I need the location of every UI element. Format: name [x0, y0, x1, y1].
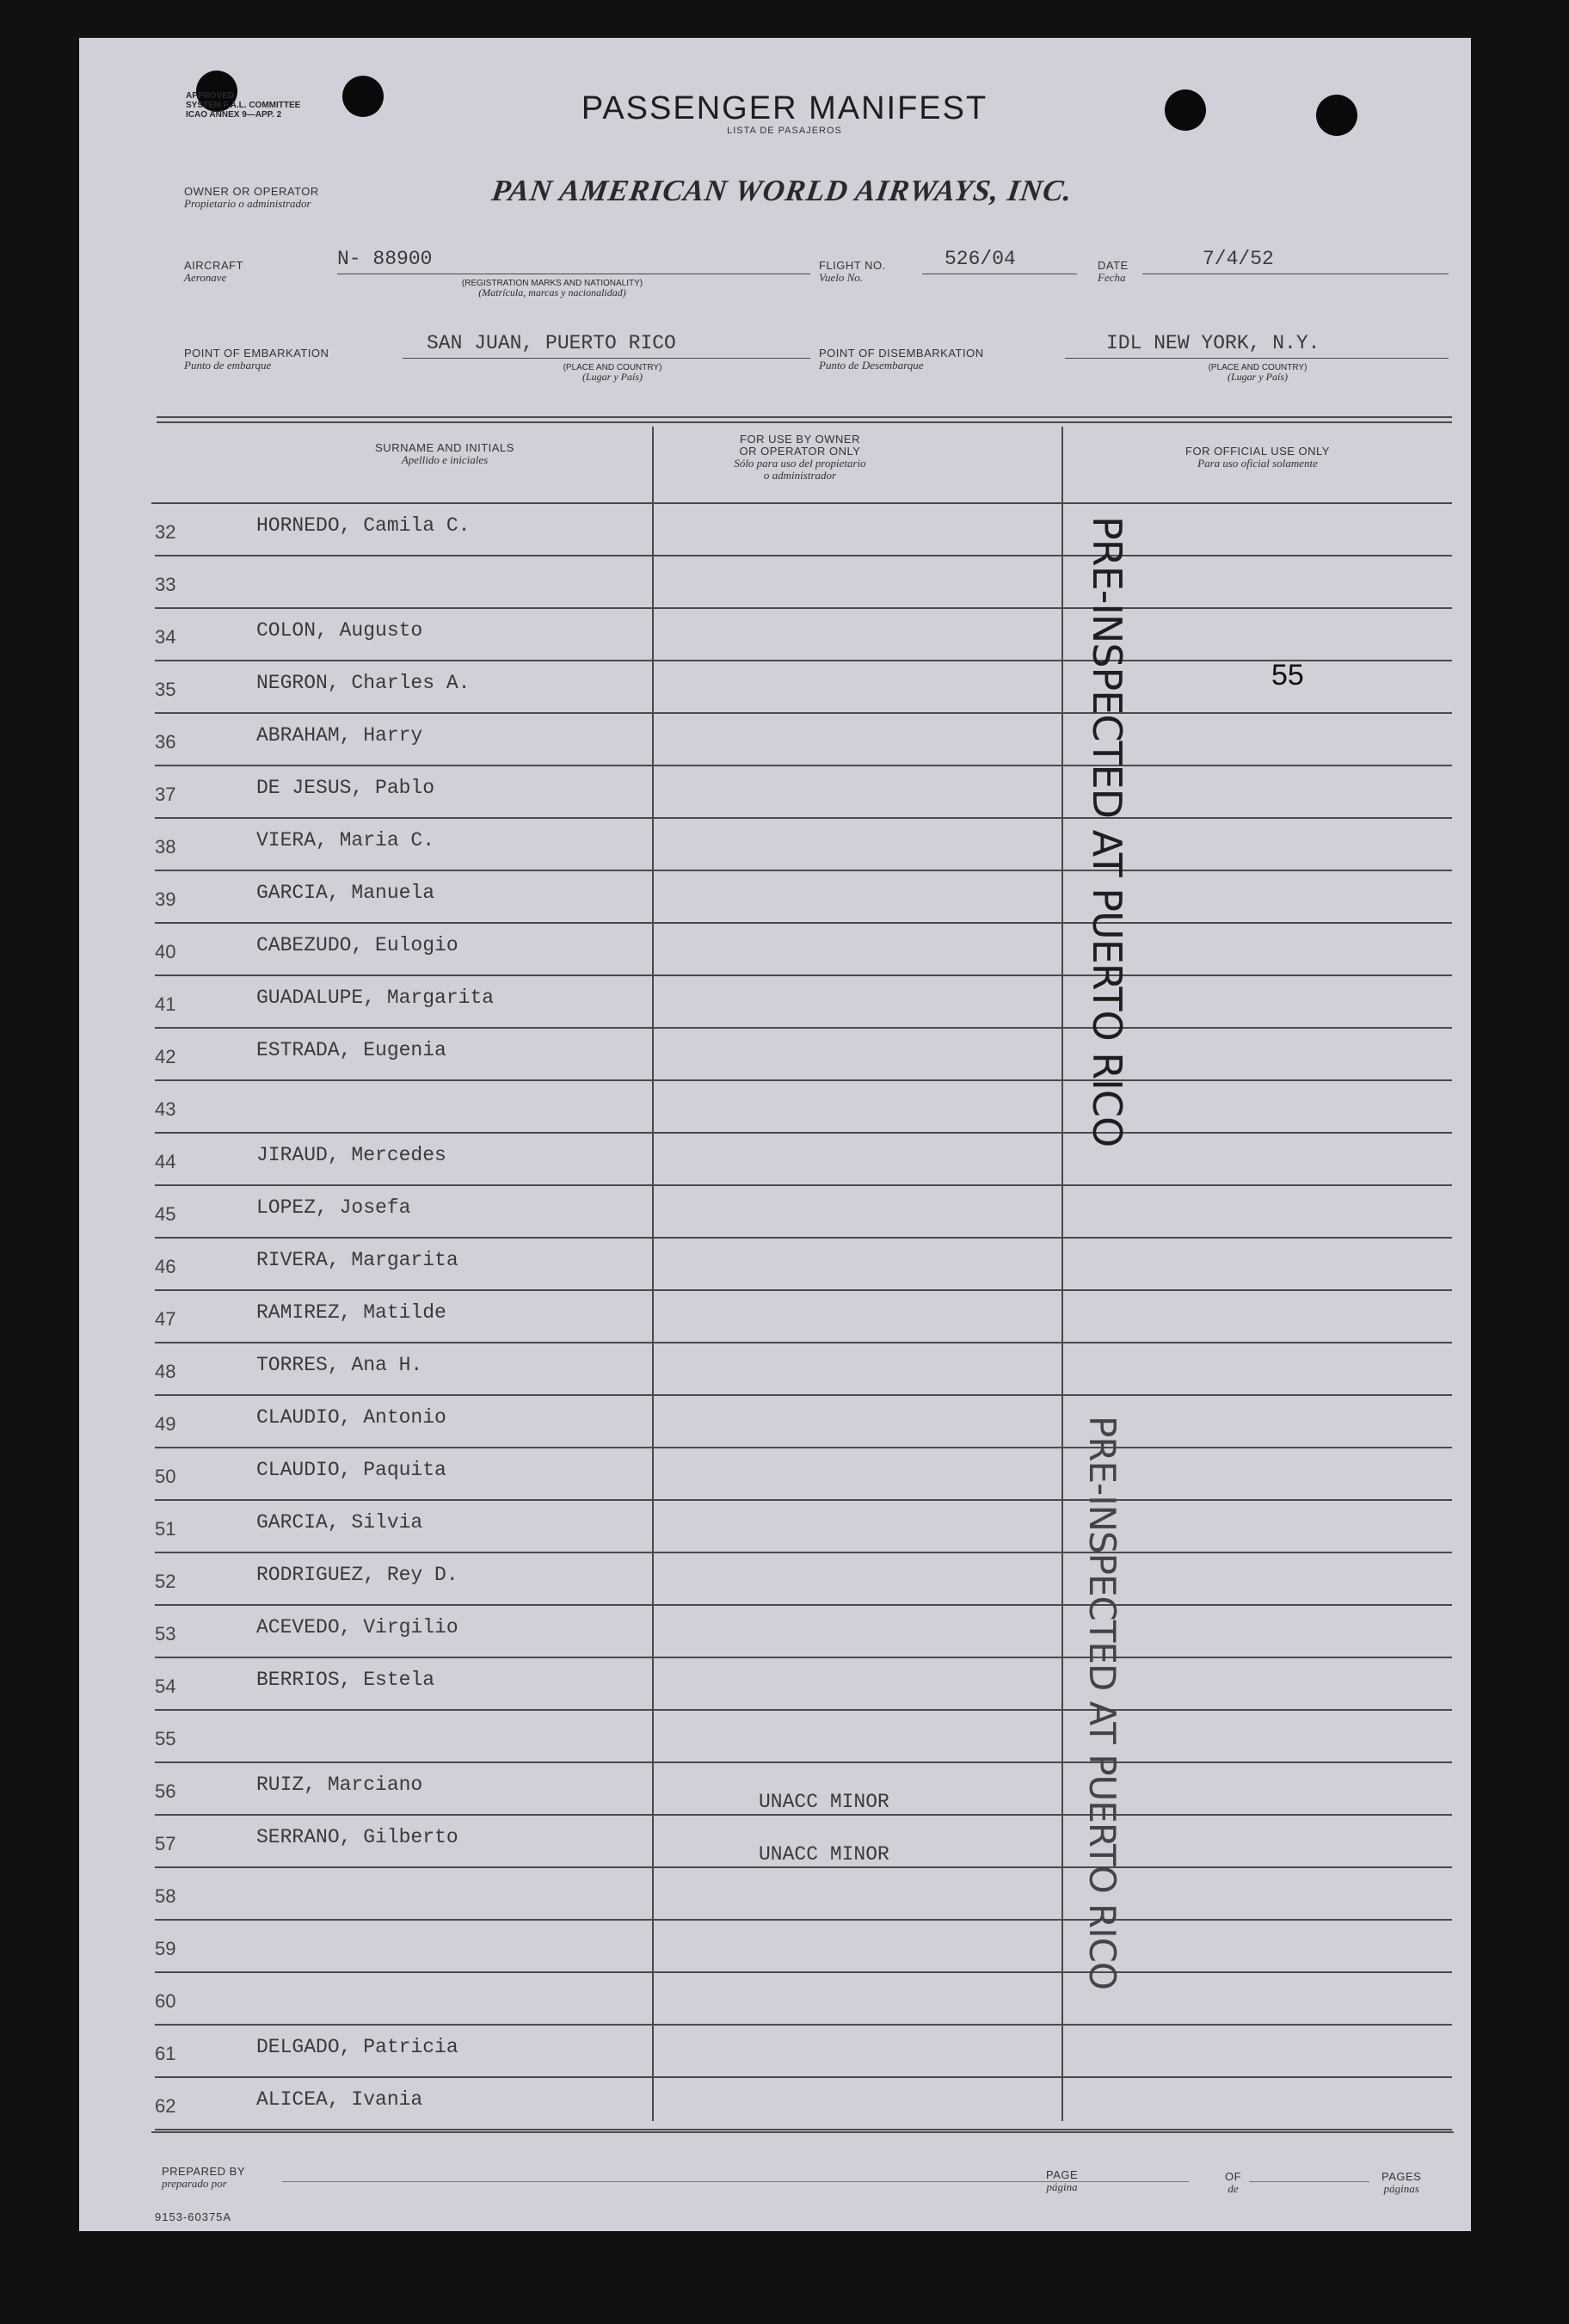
- embark-label-es: [184, 360, 329, 372]
- disembark-label-en: POINT OF DISEMBARKATION: [819, 347, 984, 360]
- row-number: 49: [155, 1413, 176, 1435]
- row-rule: [155, 1132, 1452, 1134]
- embark-value: SAN JUAN, PUERTO RICO: [427, 332, 676, 354]
- row-number: 62: [155, 2095, 176, 2117]
- page-label: [1046, 2169, 1078, 2193]
- passenger-name: GARCIA, Silvia: [256, 1511, 423, 1534]
- row-number: 37: [155, 784, 176, 805]
- owner-note: UNACC MINOR: [759, 1791, 889, 1813]
- of-label-es: [1225, 2183, 1241, 2195]
- row-number: 56: [155, 1780, 176, 1802]
- row-rule: [155, 712, 1452, 714]
- row-rule: [155, 1289, 1452, 1291]
- pages-label-es-text: páginas: [1383, 2182, 1419, 2195]
- disembark-label-es-text: Punto de Desembarque: [819, 359, 924, 372]
- col-header-owner-use-es-line: Sólo para uso del propietario: [734, 457, 866, 470]
- passenger-name: SERRANO, Gilberto: [256, 1826, 458, 1848]
- row-number: 58: [155, 1885, 176, 1907]
- row-rule: [155, 1079, 1452, 1081]
- passenger-name: RODRIGUEZ, Rey D.: [256, 1564, 458, 1586]
- row-rule: [155, 1237, 1452, 1239]
- passenger-name: RIVERA, Margarita: [256, 1249, 458, 1271]
- row-number: 34: [155, 626, 176, 648]
- row-number: 45: [155, 1203, 176, 1225]
- page-label-es: [1046, 2181, 1078, 2193]
- row-number: 51: [155, 1518, 176, 1540]
- passenger-name: CLAUDIO, Paquita: [256, 1459, 446, 1481]
- aircraft-label-en: AIRCRAFT: [184, 259, 243, 272]
- row-rule: [155, 765, 1452, 766]
- row-rule: [155, 2076, 1452, 2078]
- passenger-name: VIERA, Maria C.: [256, 829, 435, 852]
- approval-line: ICAO ANNEX 9—APP. 2: [186, 110, 282, 120]
- row-number: 50: [155, 1466, 176, 1487]
- passenger-name: TORRES, Ana H.: [256, 1354, 423, 1376]
- date-label-es: [1098, 272, 1129, 284]
- passenger-name: CLAUDIO, Antonio: [256, 1406, 446, 1429]
- prepared-by-label: [162, 2166, 245, 2190]
- row-number: 46: [155, 1256, 176, 1277]
- passenger-name: ABRAHAM, Harry: [256, 724, 423, 747]
- row-number: 47: [155, 1308, 176, 1330]
- row-number: 57: [155, 1833, 176, 1854]
- passenger-name: COLON, Augusto: [256, 619, 423, 642]
- col-header-surname: [201, 442, 688, 466]
- punch-hole: [342, 76, 384, 117]
- row-rule: [155, 1657, 1452, 1658]
- table-top-rule: [157, 416, 1452, 418]
- passenger-name: CABEZUDO, Eulogio: [256, 934, 458, 956]
- approval-block: [186, 91, 300, 120]
- row-number: 41: [155, 993, 176, 1015]
- date-label-es-text: Fecha: [1098, 271, 1126, 284]
- embark-label-es-text: Punto de embarque: [184, 359, 272, 372]
- col-header-owner-use-es-line: o administrador: [763, 469, 837, 482]
- passenger-name: HORNEDO, Camila C.: [256, 514, 471, 537]
- row-rule: [155, 870, 1452, 871]
- row-number: 33: [155, 574, 176, 595]
- row-rule: [155, 1866, 1452, 1868]
- date-label: [1098, 260, 1129, 284]
- col-header-owner-use-line: FOR USE BY OWNER: [740, 433, 860, 446]
- prepared-by-es: [162, 2178, 245, 2190]
- pages-line: [1249, 2181, 1369, 2182]
- page-label-en: PAGE: [1046, 2168, 1079, 2181]
- owner-label-en: OWNER OR OPERATOR: [184, 185, 319, 198]
- disembark-value: IDL NEW YORK, N.Y.: [1106, 332, 1320, 354]
- embark-label-en: POINT OF EMBARKATION: [184, 347, 329, 360]
- passenger-name: LOPEZ, Josefa: [256, 1196, 411, 1219]
- passenger-name: GUADALUPE, Margarita: [256, 987, 495, 1009]
- title-block: [578, 91, 991, 136]
- page-title: PASSENGER MANIFEST: [581, 90, 988, 126]
- disembark-label-es: [819, 360, 984, 372]
- col-header-surname-es-text: Apellido e iniciales: [401, 453, 489, 466]
- disembark-label: [819, 347, 984, 372]
- embark-place-note-es: [526, 372, 698, 383]
- footer-rule: [151, 2131, 1454, 2133]
- prepared-by-en: PREPARED BY: [162, 2165, 246, 2178]
- row-number: 60: [155, 1990, 176, 2012]
- flight-value: 526/04: [944, 248, 1016, 270]
- header-bottom-rule: [151, 502, 1452, 504]
- pre-inspected-stamp: PRE-INSPECTED AT PUERTO RICO: [1084, 516, 1130, 1147]
- prepared-by-line: [282, 2181, 1111, 2182]
- row-number: 52: [155, 1571, 176, 1592]
- aircraft-label: [184, 260, 243, 284]
- row-number: 61: [155, 2043, 176, 2064]
- flight-label-es: [819, 272, 886, 284]
- punch-hole: [1165, 89, 1206, 131]
- row-rule: [155, 1552, 1452, 1553]
- date-label-en: DATE: [1098, 259, 1129, 272]
- disembark-place-note-es-text: (Lugar y País): [1228, 371, 1288, 383]
- disembark-place-note: [1172, 363, 1344, 383]
- aircraft-label-es-text: Aeronave: [184, 271, 227, 284]
- pages-label-en: PAGES: [1381, 2170, 1422, 2183]
- flight-label: [819, 260, 886, 284]
- owner-label-es-text: Propietario o administrador: [184, 197, 311, 210]
- col-header-official-es-text: Para uso oficial solamente: [1197, 457, 1318, 470]
- col-header-official-es: [1068, 458, 1447, 470]
- owner-value: PAN AMERICAN WORLD AIRWAYS, INC.: [489, 174, 1075, 207]
- row-rule: [155, 660, 1452, 661]
- passenger-name: NEGRON, Charles A.: [256, 672, 471, 694]
- col-header-owner-use-line: OR OPERATOR ONLY: [739, 445, 861, 458]
- passenger-name: ALICEA, Ivania: [256, 2088, 423, 2111]
- row-rule: [155, 817, 1452, 819]
- col-header-official-en: FOR OFFICIAL USE ONLY: [1185, 445, 1330, 458]
- embark-place-note-en: (PLACE AND COUNTRY): [563, 363, 662, 372]
- col-header-surname-es: [201, 454, 688, 466]
- owner-label-es: [184, 198, 319, 210]
- passenger-name: RUIZ, Marciano: [256, 1774, 423, 1796]
- row-number: 53: [155, 1623, 176, 1645]
- row-rule: [155, 2024, 1452, 2026]
- row-rule: [155, 1919, 1452, 1921]
- row-number: 32: [155, 521, 176, 543]
- owner-label: [184, 186, 319, 210]
- row-rule: [155, 1184, 1452, 1186]
- table-top-rule: [157, 421, 1452, 423]
- row-number: 39: [155, 888, 176, 910]
- page-label-es-text: página: [1046, 2180, 1078, 2193]
- date-value: 7/4/52: [1203, 248, 1274, 270]
- disembark-line: [1065, 358, 1449, 359]
- row-rule: [155, 1394, 1452, 1396]
- row-number: 48: [155, 1361, 176, 1382]
- official-count: 55: [1271, 659, 1304, 692]
- aircraft-note-en: (REGISTRATION MARKS AND NATIONALITY): [461, 279, 643, 288]
- passenger-name: GARCIA, Manuela: [256, 882, 435, 904]
- row-number: 35: [155, 679, 176, 700]
- aircraft-value: N- 88900: [337, 248, 433, 270]
- row-number: 44: [155, 1151, 176, 1172]
- row-rule: [155, 1447, 1452, 1448]
- aircraft-note-es: [397, 288, 707, 298]
- pre-inspected-stamp: PRE-INSPECTED AT PUERTO RICO: [1081, 1416, 1123, 1989]
- disembark-place-note-en: (PLACE AND COUNTRY): [1208, 363, 1308, 372]
- prepared-by-es-text: preparado por: [162, 2177, 227, 2190]
- row-number: 55: [155, 1728, 176, 1749]
- page-subtitle: LISTA DE PASAJEROS: [727, 126, 842, 136]
- row-rule: [155, 1814, 1452, 1816]
- approval-line: APPROVED: [186, 91, 235, 101]
- aircraft-note: [397, 279, 707, 298]
- embark-place-note-es-text: (Lugar y País): [582, 371, 643, 383]
- passenger-name: RAMIREZ, Matilde: [256, 1301, 446, 1324]
- of-label-es-text: de: [1228, 2182, 1239, 2195]
- passenger-name: JIRAUD, Mercedes: [256, 1144, 446, 1166]
- of-label-en: OF: [1225, 2170, 1242, 2183]
- row-rule: [155, 1971, 1452, 1973]
- passenger-name: ACEVEDO, Virgilio: [256, 1616, 458, 1638]
- punch-hole: [1316, 95, 1357, 136]
- passenger-name: DELGADO, Patricia: [256, 2036, 458, 2058]
- approval-line: SYSTEM F.A.L. COMMITTEE: [186, 101, 301, 110]
- row-rule: [155, 922, 1452, 924]
- manifest-sheet: [79, 38, 1471, 2231]
- col-header-owner-use: [654, 433, 946, 482]
- embark-label: [184, 347, 329, 372]
- row-number: 54: [155, 1675, 176, 1697]
- passenger-name: ESTRADA, Eugenia: [256, 1039, 446, 1061]
- col-header-owner-use-es: [654, 458, 946, 470]
- row-rule: [155, 1027, 1452, 1029]
- pages-label-es: [1381, 2183, 1421, 2195]
- col-header-owner-use-es: [654, 470, 946, 482]
- row-rule: [155, 974, 1452, 976]
- row-rule: [155, 1604, 1452, 1606]
- page-line: [1094, 2181, 1189, 2182]
- row-rule: [155, 555, 1452, 556]
- row-number: 42: [155, 1046, 176, 1067]
- aircraft-note-es-text: (Matrícula, marcas y nacionalidad): [478, 286, 626, 298]
- row-rule: [155, 607, 1452, 609]
- embark-place-note: [526, 363, 698, 383]
- of-label: [1225, 2171, 1241, 2195]
- owner-note: UNACC MINOR: [759, 1843, 889, 1866]
- row-rule: [155, 1499, 1452, 1501]
- embark-line: [403, 358, 810, 359]
- row-rule: [155, 1709, 1452, 1711]
- aircraft-label-es: [184, 272, 243, 284]
- flight-label-en: FLIGHT NO.: [819, 259, 886, 272]
- row-rule: [155, 2129, 1452, 2130]
- col-header-official: [1068, 446, 1447, 470]
- flight-label-es-text: Vuelo No.: [819, 271, 864, 284]
- row-number: 38: [155, 836, 176, 858]
- form-number: 9153-60375A: [155, 2210, 232, 2223]
- passenger-name: DE JESUS, Pablo: [256, 777, 435, 799]
- row-rule: [155, 1761, 1452, 1763]
- passenger-name: BERRIOS, Estela: [256, 1669, 435, 1691]
- row-rule: [155, 1342, 1452, 1343]
- row-number: 40: [155, 941, 176, 962]
- pages-label: [1381, 2171, 1421, 2195]
- row-number: 59: [155, 1938, 176, 1959]
- row-number: 43: [155, 1098, 176, 1120]
- disembark-place-note-es: [1172, 372, 1344, 383]
- col-header-surname-en: SURNAME AND INITIALS: [375, 441, 514, 454]
- row-number: 36: [155, 731, 176, 753]
